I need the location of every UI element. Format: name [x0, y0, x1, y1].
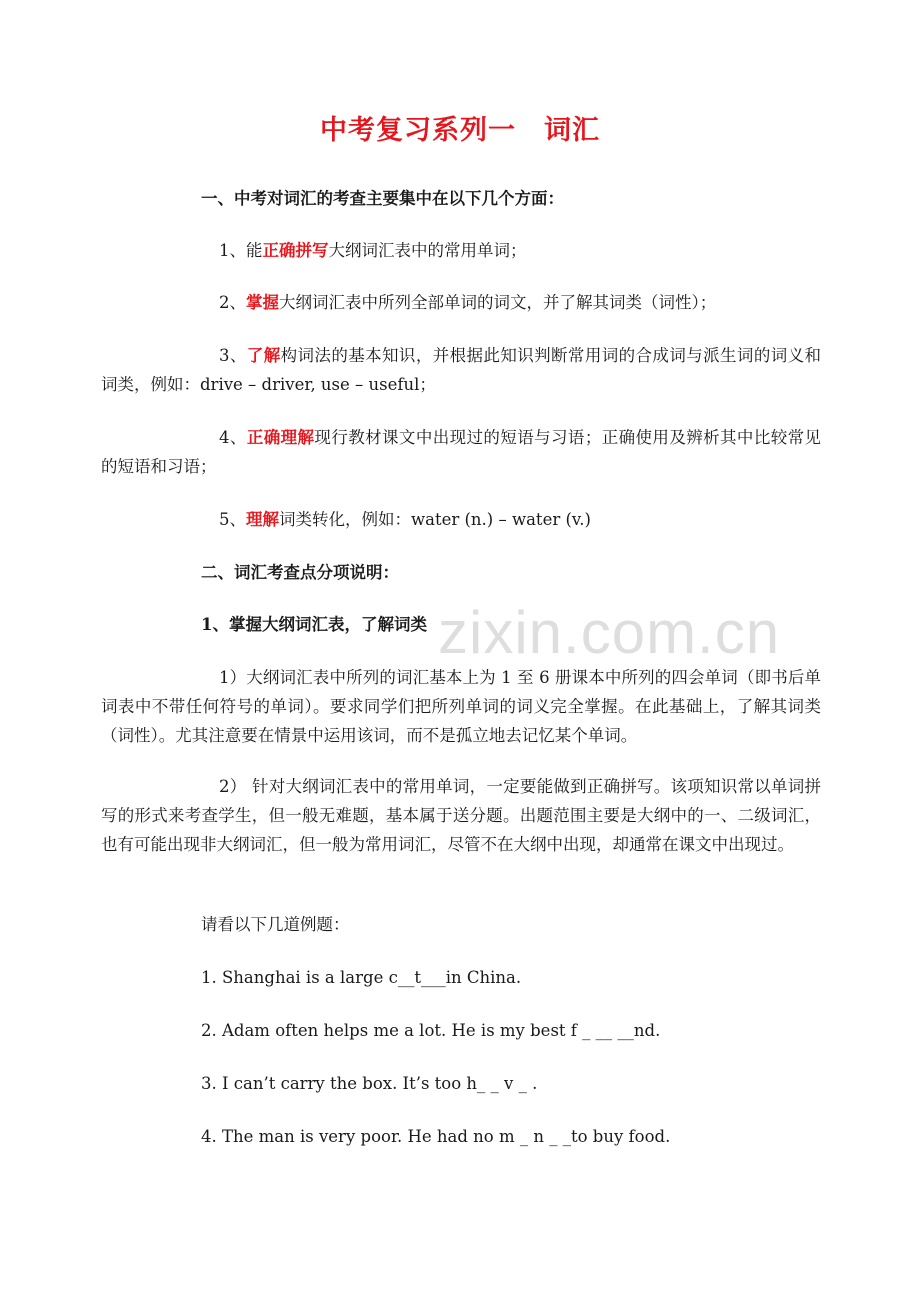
examples-intro: 请看以下几道例题：: [201, 915, 350, 934]
item-prefix: 3、: [219, 346, 247, 365]
item-text: 构词法的基本知识，并根据此知识判断常用词的合成词与派生词的词义和词类，例如：drive – driver, use – useful；: [101, 346, 822, 394]
list-item: [219, 236, 527, 265]
item-highlight: 正确拼写: [262, 241, 329, 260]
paragraph-1: 1）大纲词汇表中所列的词汇基本上为 1 至 6 册课本中所列的四会单词（即书后单词表中不带任何符号的单词）。要求同学们把所列单词的词义完全掌握。在此基础上，了解其词类（词性）。尤其注意要在情景中运用该词，而不是孤立地去记忆某个单词。: [101, 668, 821, 745]
item-text: 现行教材课文中出现过的短语与习语；正确使用及辨析其中比较常见的短语和习语；: [101, 428, 822, 476]
page-title: 中考复习系列一 词汇: [320, 115, 600, 146]
item-prefix: 1、能: [219, 241, 263, 260]
section2-heading: 二、词汇考查点分项说明：: [201, 563, 399, 582]
example-item: 4. The man is very poor. He had no m _ n _ _to buy food.: [201, 1127, 671, 1146]
item-text: 词类转化，例如：water (n.) – water (v.): [279, 510, 591, 529]
sub-heading: 1、掌握大纲词汇表，了解词类: [201, 615, 427, 634]
section1-heading: 一、中考对词汇的考查主要集中在以下几个方面：: [201, 189, 564, 208]
list-item: [219, 288, 716, 317]
item-highlight: 正确理解: [246, 428, 315, 447]
item-highlight: 掌握: [246, 293, 279, 312]
item-highlight: 了解: [246, 346, 281, 365]
item-prefix: 2、: [219, 293, 246, 312]
item-text: 大纲词汇表中所列全部单词的词文，并了解其词类（词性）；: [279, 293, 717, 312]
item-prefix: 4、: [219, 428, 247, 447]
list-item: [101, 423, 821, 481]
item-highlight: 理解: [246, 510, 279, 529]
paragraph-2: 2） 针对大纲词汇表中的常用单词，一定要能做到正确拼写。该项知识常以单词拼写的形式来考查学生，但一般无难题，基本属于送分题。出题范围主要是大纲中的一、二级词汇，也有可能出现非大纲词汇，但一般为常用词汇，尽管不在大纲中出现，却通常在课文中出现过。: [101, 777, 821, 854]
example-item: 3. I can’t carry the box. It’s too h_ _ v _ .: [201, 1074, 538, 1093]
example-item: 1. Shanghai is a large c__t___in China.: [201, 968, 522, 987]
example-item: 2. Adam often helps me a lot. He is my best f _ __ __nd.: [201, 1021, 661, 1040]
list-item: [219, 505, 591, 534]
item-text: 大纲词汇表中的常用单词；: [328, 241, 527, 260]
watermark: zixin.com.cn: [438, 599, 781, 666]
list-item: [101, 341, 821, 399]
item-prefix: 5、: [219, 510, 246, 529]
